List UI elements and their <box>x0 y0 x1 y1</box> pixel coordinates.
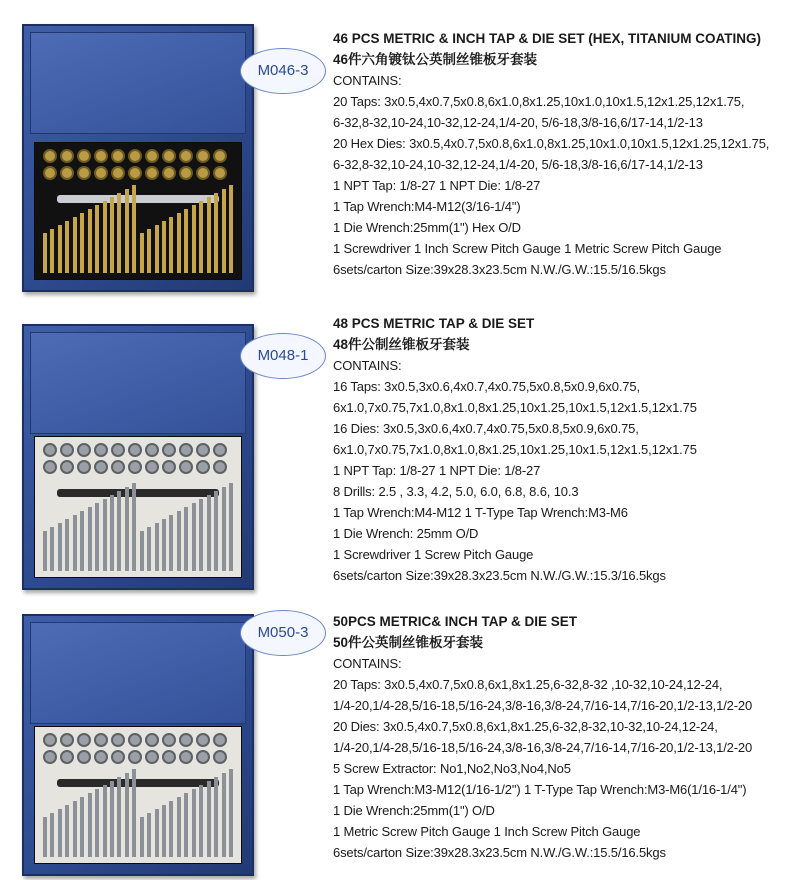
tap-icon <box>214 491 218 571</box>
die-icon <box>145 733 159 747</box>
spec-line: 1 Die Wrench:25mm(1") O/D <box>333 803 495 818</box>
tap-icon <box>103 785 107 857</box>
die-icon <box>213 166 227 180</box>
die-icon <box>213 460 227 474</box>
die-icon <box>94 733 108 747</box>
spec-line: 6sets/carton Size:39x28.3x23.5cm N.W./G.W.:15.3/16.5kgs <box>333 568 666 583</box>
spec-line: 1 NPT Tap: 1/8-27 1 NPT Die: 1/8-27 <box>333 463 541 478</box>
die-icon <box>162 733 176 747</box>
tap-icon <box>117 777 121 857</box>
tap-icon <box>50 527 54 571</box>
tap-icon <box>155 523 159 571</box>
die-icon <box>111 149 125 163</box>
spec-line: 1/4-20,1/4-28,5/16-18,5/16-24,3/8-16,3/8-24,7/16-14,7/16-20,1/2-13,1/2-20 <box>333 740 753 755</box>
die-icon <box>145 149 159 163</box>
product-m046-3 <box>0 0 800 300</box>
tap-icon <box>58 809 62 857</box>
die-icon <box>179 149 193 163</box>
die-icon <box>162 149 176 163</box>
die-icon <box>77 460 91 474</box>
product-m048-1 <box>0 300 800 596</box>
product-title-cn: 46件六角镀钛公英制丝锥板牙套装 <box>333 52 538 67</box>
tap-icon <box>229 483 233 571</box>
tap-icon <box>95 503 99 571</box>
die-icon <box>60 750 74 764</box>
die-icon <box>128 460 142 474</box>
die-icon <box>43 750 57 764</box>
tap-icon <box>110 495 114 571</box>
product-title: 50PCS METRIC& INCH TAP & DIE SET <box>333 614 578 629</box>
die-icon <box>94 149 108 163</box>
die-icon <box>179 750 193 764</box>
tap-icon <box>117 193 121 273</box>
spec-line: 6-32,8-32,10-24,10-32,12-24,1/4-20, 5/6-18,3/8-16,6/17-14,1/2-13 <box>333 115 703 130</box>
die-icon <box>162 750 176 764</box>
product-title: 48 PCS METRIC TAP & DIE SET <box>333 316 535 331</box>
die-icon <box>196 733 210 747</box>
die-icon <box>111 443 125 457</box>
tap-icon <box>65 519 69 571</box>
tap-icon <box>103 201 107 273</box>
tap-icon <box>169 217 173 273</box>
spec-line: 20 Hex Dies: 3x0.5,4x0.7,5x0.8,6x1.0,8x1.25,10x1.0,10x1.5,12x1.25,12x1.75, <box>333 136 770 151</box>
case-lid <box>30 32 246 134</box>
tap-icon <box>207 197 211 273</box>
tap-icon <box>140 531 144 571</box>
tap-icon <box>132 185 136 273</box>
tap-icon <box>80 797 84 857</box>
wrench <box>57 195 219 203</box>
tap-icon <box>222 487 226 571</box>
tap-icon <box>110 781 114 857</box>
die-icon <box>94 750 108 764</box>
model-badge: M048-1 <box>240 333 326 379</box>
die-icon <box>94 166 108 180</box>
tap-icon <box>229 185 233 273</box>
die-icon <box>196 750 210 764</box>
die-icon <box>60 166 74 180</box>
tap-icon <box>169 801 173 857</box>
tap-icon <box>103 499 107 571</box>
case-lid <box>30 332 246 434</box>
tap-icon <box>207 781 211 857</box>
spec-line: 6sets/carton Size:39x28.3x23.5cm N.W./G.W.:15.5/16.5kgs <box>333 262 666 277</box>
tap-icon <box>147 229 151 273</box>
tap-icon <box>155 809 159 857</box>
die-icon <box>43 166 57 180</box>
product-title-cn: 48件公制丝锥板牙套装 <box>333 337 470 352</box>
case-tray <box>34 436 242 578</box>
case-lid <box>30 622 246 724</box>
tap-icon <box>65 221 69 273</box>
tap-icon <box>43 531 47 571</box>
tap-icon <box>199 785 203 857</box>
tap-icon <box>73 515 77 571</box>
tap-icon <box>162 221 166 273</box>
product-photo <box>22 324 254 590</box>
tap-icon <box>140 817 144 857</box>
contains-label: CONTAINS: <box>333 358 402 373</box>
tap-icon <box>43 233 47 273</box>
tap-row <box>43 213 233 273</box>
die-icon <box>145 166 159 180</box>
die-icon <box>43 733 57 747</box>
tap-icon <box>147 527 151 571</box>
die-icon <box>77 443 91 457</box>
die-icon <box>128 149 142 163</box>
spec-line: 20 Taps: 3x0.5,4x0.7,5x0.8,6x1.0,8x1.25,10x1.0,10x1.5,12x1.25,12x1.75, <box>333 94 745 109</box>
die-icon <box>145 750 159 764</box>
tap-icon <box>125 487 129 571</box>
contains-label: CONTAINS: <box>333 73 402 88</box>
tap-icon <box>222 773 226 857</box>
spec-line: 1 Die Wrench:25mm(1") Hex O/D <box>333 220 521 235</box>
model-badge: M046-3 <box>240 48 326 94</box>
die-icon <box>128 750 142 764</box>
spec-line: 1 Metric Screw Pitch Gauge 1 Inch Screw Pitch Gauge <box>333 824 641 839</box>
die-icon <box>196 443 210 457</box>
die-icon <box>111 733 125 747</box>
tap-icon <box>50 813 54 857</box>
spec-line: 6x1.0,7x0.75,7x1.0,8x1.0,8x1.25,10x1.25,10x1.5,12x1.5,12x1.75 <box>333 442 697 457</box>
tap-icon <box>214 777 218 857</box>
spec-line: 5 Screw Extractor: No1,No2,No3,No4,No5 <box>333 761 571 776</box>
tap-row <box>43 507 233 571</box>
tap-icon <box>192 503 196 571</box>
tap-icon <box>43 817 47 857</box>
tap-icon <box>80 213 84 273</box>
tap-icon <box>132 483 136 571</box>
spec-line: 6-32,8-32,10-24,10-32,12-24,1/4-20, 5/6-18,3/8-16,6/17-14,1/2-13 <box>333 157 703 172</box>
tap-icon <box>207 495 211 571</box>
die-icon <box>128 443 142 457</box>
tap-icon <box>177 797 181 857</box>
die-icon <box>213 750 227 764</box>
tap-icon <box>140 233 144 273</box>
tap-icon <box>169 515 173 571</box>
die-row <box>43 733 233 773</box>
tap-icon <box>214 193 218 273</box>
product-info <box>333 28 796 280</box>
tap-icon <box>110 197 114 273</box>
die-icon <box>213 733 227 747</box>
die-icon <box>179 443 193 457</box>
die-icon <box>179 166 193 180</box>
product-title-cn: 50件公英制丝锥板牙套装 <box>333 635 484 650</box>
tap-icon <box>125 773 129 857</box>
tap-icon <box>50 229 54 273</box>
die-icon <box>60 149 74 163</box>
die-icon <box>196 166 210 180</box>
die-icon <box>196 149 210 163</box>
tap-icon <box>192 205 196 273</box>
tap-icon <box>192 789 196 857</box>
contains-label: CONTAINS: <box>333 656 402 671</box>
tap-icon <box>184 793 188 857</box>
product-info <box>333 313 796 586</box>
die-icon <box>128 733 142 747</box>
case-tray <box>34 142 242 280</box>
tap-icon <box>88 209 92 273</box>
die-icon <box>213 149 227 163</box>
die-icon <box>179 460 193 474</box>
die-row <box>43 443 233 483</box>
die-icon <box>43 443 57 457</box>
die-icon <box>162 443 176 457</box>
die-icon <box>94 460 108 474</box>
die-icon <box>196 460 210 474</box>
wrench <box>57 779 219 787</box>
die-icon <box>162 166 176 180</box>
tap-icon <box>58 523 62 571</box>
spec-line: 6x1.0,7x0.75,7x1.0,8x1.0,8x1.25,10x1.25,10x1.5,12x1.5,12x1.75 <box>333 400 697 415</box>
spec-line: 1/4-20,1/4-28,5/16-18,5/16-24,3/8-16,3/8-24,7/16-14,7/16-20,1/2-13,1/2-20 <box>333 698 753 713</box>
tap-icon <box>88 793 92 857</box>
die-icon <box>77 166 91 180</box>
tap-icon <box>162 519 166 571</box>
spec-line: 1 Die Wrench: 25mm O/D <box>333 526 479 541</box>
die-icon <box>77 750 91 764</box>
tap-icon <box>162 805 166 857</box>
tap-icon <box>117 491 121 571</box>
die-icon <box>111 750 125 764</box>
tap-icon <box>184 209 188 273</box>
die-icon <box>145 443 159 457</box>
product-title: 46 PCS METRIC & INCH TAP & DIE SET (HEX, TITANIUM COATING) <box>333 31 762 46</box>
product-photo <box>22 24 254 292</box>
spec-line: 20 Dies: 3x0.5,4x0.7,5x0.8,6x1,8x1.25,6-32,8-32,10-32,10-24,12-24, <box>333 719 718 734</box>
die-icon <box>60 443 74 457</box>
tap-icon <box>177 213 181 273</box>
tap-icon <box>199 201 203 273</box>
tap-icon <box>95 205 99 273</box>
tap-icon <box>73 801 77 857</box>
spec-line: 16 Taps: 3x0.5,3x0.6,4x0.7,4x0.75,5x0.8,5x0.9,6x0.75, <box>333 379 640 394</box>
product-photo <box>22 614 254 876</box>
die-icon <box>94 443 108 457</box>
spec-line: 1 Tap Wrench:M4-M12(3/16-1/4") <box>333 199 521 214</box>
die-icon <box>111 166 125 180</box>
spec-line: 16 Dies: 3x0.5,3x0.6,4x0.7,4x0.75,5x0.8,5x0.9,6x0.75, <box>333 421 639 436</box>
spec-line: 6sets/carton Size:39x28.3x23.5cm N.W./G.W.:15.5/16.5kgs <box>333 845 666 860</box>
tap-icon <box>125 189 129 273</box>
tap-icon <box>184 507 188 571</box>
tap-icon <box>199 499 203 571</box>
case-tray <box>34 726 242 864</box>
tap-icon <box>58 225 62 273</box>
tap-icon <box>147 813 151 857</box>
tap-icon <box>222 189 226 273</box>
tap-icon <box>73 217 77 273</box>
die-icon <box>179 733 193 747</box>
die-icon <box>60 460 74 474</box>
spec-line: 20 Taps: 3x0.5,4x0.7,5x0.8,6x1,8x1.25,6-32,8-32 ,10-32,10-24,12-24, <box>333 677 723 692</box>
die-icon <box>43 149 57 163</box>
die-icon <box>145 460 159 474</box>
die-icon <box>162 460 176 474</box>
tap-icon <box>155 225 159 273</box>
die-icon <box>213 443 227 457</box>
tap-icon <box>88 507 92 571</box>
spec-line: 1 Tap Wrench:M3-M12(1/16-1/2") 1 T-Type Tap Wrench:M3-M6(1/16-1/4") <box>333 782 747 797</box>
spec-line: 1 NPT Tap: 1/8-27 1 NPT Die: 1/8-27 <box>333 178 541 193</box>
tap-icon <box>65 805 69 857</box>
die-icon <box>43 460 57 474</box>
tap-icon <box>177 511 181 571</box>
spec-line: 1 Screwdriver 1 Screw Pitch Gauge <box>333 547 534 562</box>
tap-icon <box>229 769 233 857</box>
die-icon <box>77 149 91 163</box>
product-m050-3 <box>0 596 800 880</box>
product-info <box>333 611 796 863</box>
die-icon <box>77 733 91 747</box>
spec-line: 1 Screwdriver 1 Inch Screw Pitch Gauge 1 Metric Screw Pitch Gauge <box>333 241 722 256</box>
tap-icon <box>132 769 136 857</box>
die-row <box>43 149 233 189</box>
die-icon <box>111 460 125 474</box>
tap-icon <box>80 511 84 571</box>
spec-line: 8 Drills: 2.5 , 3.3, 4.2, 5.0, 6.0, 6.8, 8.6, 10.3 <box>333 484 579 499</box>
tap-row <box>43 797 233 857</box>
spec-line: 1 Tap Wrench:M4-M12 1 T-Type Tap Wrench:M3-M6 <box>333 505 628 520</box>
die-icon <box>60 733 74 747</box>
wrench <box>57 489 219 497</box>
model-badge: M050-3 <box>240 610 326 656</box>
tap-icon <box>95 789 99 857</box>
die-icon <box>128 166 142 180</box>
